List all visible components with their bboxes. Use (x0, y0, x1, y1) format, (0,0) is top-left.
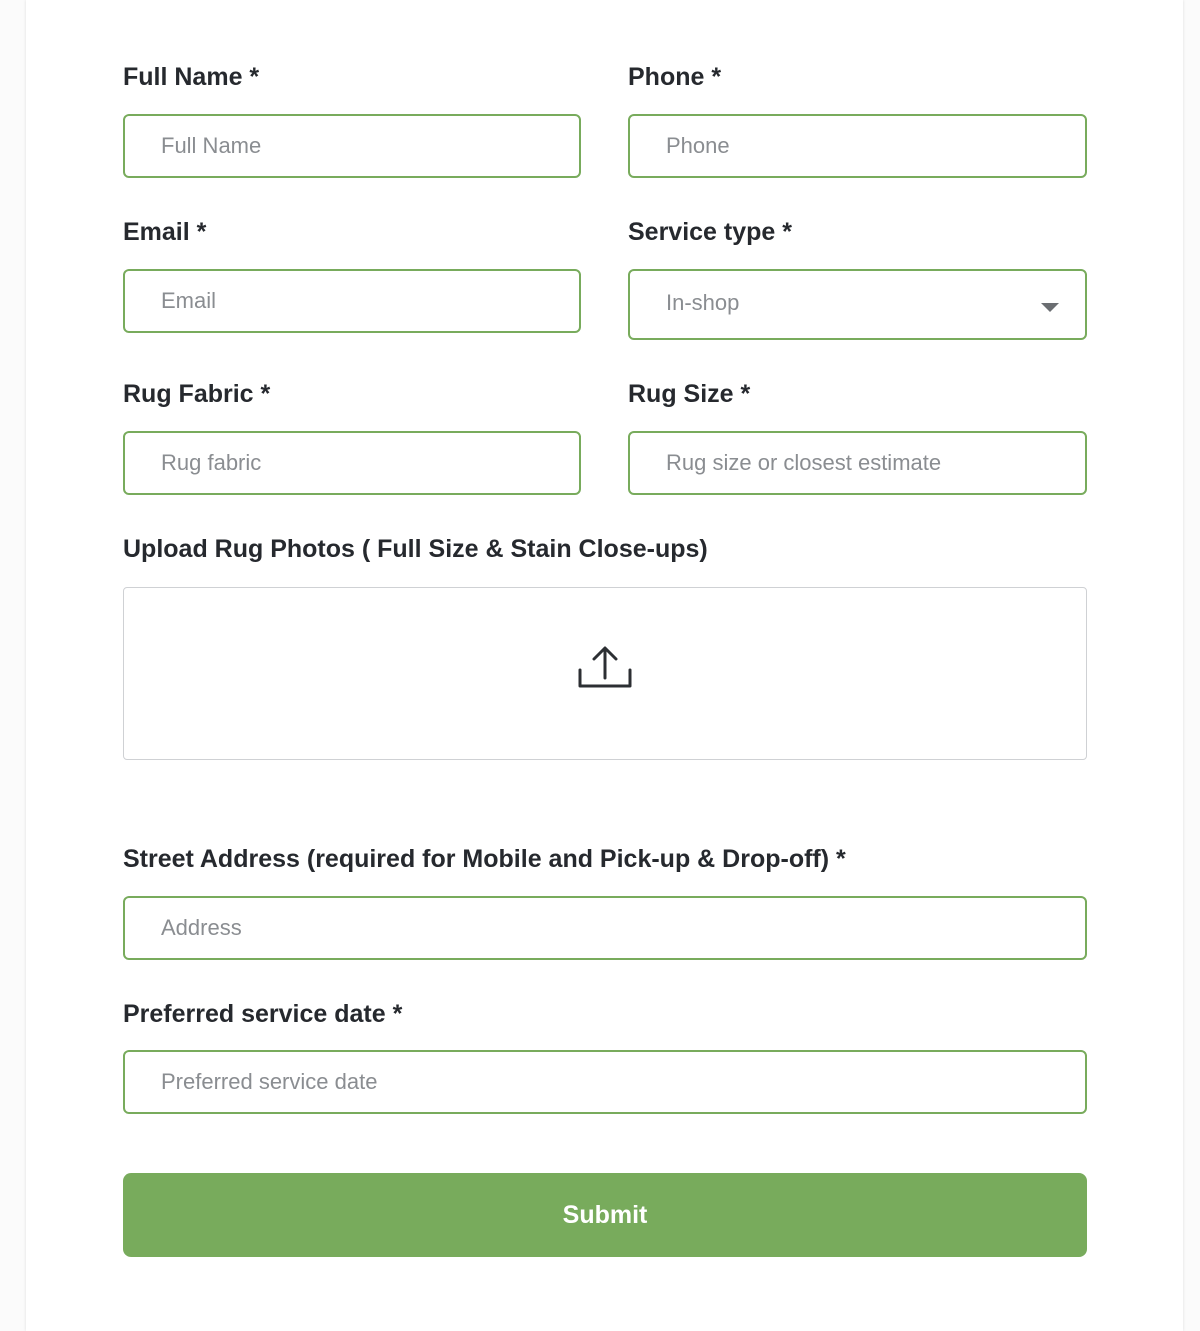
service-type-label: Service type * (628, 218, 792, 246)
rug-size-input[interactable] (628, 431, 1087, 495)
service-date-input[interactable] (123, 1050, 1087, 1114)
phone-label: Phone * (628, 63, 722, 91)
service-type-value: In-shop (666, 290, 740, 315)
email-input[interactable] (123, 269, 581, 333)
email-label: Email * (123, 218, 207, 246)
upload-label: Upload Rug Photos ( Full Size & Stain Close-ups) (123, 535, 708, 563)
upload-dropzone[interactable] (123, 587, 1087, 760)
address-input[interactable] (123, 896, 1087, 960)
address-label: Street Address (required for Mobile and Pick-up & Drop-off) * (123, 845, 846, 873)
rug-fabric-label: Rug Fabric * (123, 380, 271, 408)
booking-form (26, 0, 1183, 1331)
full-name-input[interactable] (123, 114, 581, 178)
phone-input[interactable] (628, 114, 1087, 178)
chevron-down-icon (1041, 303, 1059, 312)
full-name-label: Full Name * (123, 63, 260, 91)
rug-size-label: Rug Size * (628, 380, 751, 408)
service-date-label: Preferred service date * (123, 1000, 403, 1028)
submit-button[interactable]: Submit (123, 1173, 1087, 1257)
rug-fabric-input[interactable] (123, 431, 581, 495)
upload-icon (576, 644, 634, 692)
service-type-select[interactable] (628, 269, 1087, 340)
